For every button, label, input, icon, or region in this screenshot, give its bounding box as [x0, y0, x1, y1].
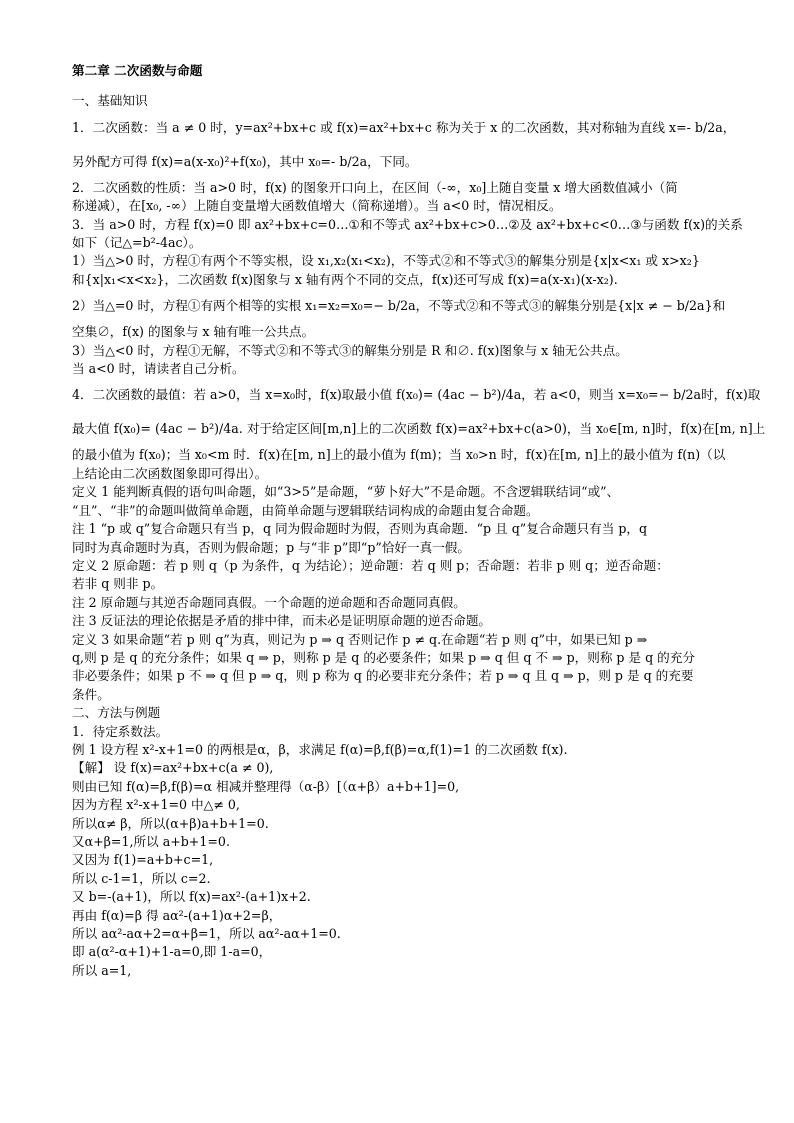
text-line: 例 1 设方程 x²-x+1=0 的两根是α，β，求满足 f(α)=β,f(β)=α,f(1)=1 的二次函数 f(x).	[72, 741, 568, 757]
text-line: 2）当△=0 时，方程①有两个相等的实根 x₁=x₂=x₀=− b/2a，不等式②和不等式③的解集分别是{x|x ≠ − b/2a}和	[72, 298, 726, 314]
text-line: 非必要条件；如果 p 不 ⇒ q 但 p ⇒ q，则 p 称为 q 的必要非充分条件；若 p ⇒ q 且 q ⇒ p，则 p 是 q 的充要	[72, 668, 694, 684]
text-line: 1）当△>0 时，方程①有两个不等实根，设 x₁,x₂(x₁<x₂)，不等式②和不等式③的解集分别是{x|x<x₁ 或 x>x₂}	[72, 253, 700, 269]
text-line: 所以 a=1,	[72, 962, 132, 978]
text-line: 的最小值为 f(x₀)；当 x₀<m 时．f(x)在[m, n]上的最小值为 f(m)；当 x₀>n 时，f(x)在[m, n]上的最小值为 f(n)（以	[72, 447, 726, 463]
text-line: 定义 2 原命题：若 p 则 q（p 为条件，q 为结论）；逆命题：若 q 则 p；否命题：若非 p 则 q；逆否命题：	[72, 557, 669, 573]
text-line: 二、方法与例题	[72, 705, 161, 721]
text-line: 1．待定系数法。	[72, 723, 169, 739]
chapter-title: 第二章 二次函数与命题	[72, 63, 203, 78]
text-line: 上结论由二次函数图象即可得出）。	[72, 465, 268, 481]
text-line: 3）当△<0 时，方程①无解，不等式②和不等式③的解集分别是 R 和∅. f(x)图象与 x 轴无公共点。	[72, 342, 628, 358]
text-line: 称递减），在[x₀, -∞）上随自变量增大函数值增大（简称递增）。当 a<0 时，情况相反。	[72, 198, 562, 214]
text-line: 1．二次函数：当 a ≠ 0 时，y=ax²+bx+c 或 f(x)=ax²+bx+c 称为关于 x 的二次函数，其对称轴为直线 x=- b/2a，	[72, 119, 736, 135]
text-line: 又因为 f(1)=a+b+c=1,	[72, 852, 214, 868]
text-line: 则由已知 f(α)=β,f(β)=α 相减并整理得（α-β）[（α+β）a+b+1]=0,	[72, 778, 460, 794]
text-line: 同时为真命题时为真，否则为假命题；p 与“非 p”即“p”恰好一真一假。	[72, 539, 470, 555]
text-line: 最大值 f(x₀)= (4ac − b²)/4a. 对于给定区间[m,n]上的二次函数 f(x)=ax²+bx+c(a>0)，当 x₀∈[m, n]时，f(x)在[m, n]上	[72, 421, 766, 437]
text-line: 注 2 原命题与其逆否命题同真假。一个命题的逆命题和否命题同真假。	[72, 594, 466, 610]
text-line: 2．二次函数的性质：当 a>0 时，f(x) 的图象开口向上，在区间（-∞，x₀]上随自变量 x 增大函数值减小（简	[72, 179, 678, 195]
text-line: “且”、“非”的命题叫做简单命题，由简单命题与逻辑联结词构成的命题由复合命题。	[72, 502, 539, 518]
text-line: 注 1 “p 或 q”复合命题只有当 p，q 同为假命题时为假，否则为真命题．“p 且 q”复合命题只有当 p，q	[72, 521, 648, 537]
text-line: 所以α≠ β，所以(α+β)a+b+1=0.	[72, 815, 269, 831]
text-line: 又 b=-(a+1)，所以 f(x)=ax²-(a+1)x+2.	[72, 889, 311, 905]
text-line: 因为方程 x²-x+1=0 中△≠ 0,	[72, 797, 240, 813]
text-line: 和{x|x₁<x<x₂}，二次函数 f(x)图象与 x 轴有两个不同的交点，f(x)还可写成 f(x)=a(x-x₁)(x-x₂).	[72, 271, 618, 287]
text-line: 一、基础知识	[72, 93, 148, 109]
document-body	[72, 62, 766, 980]
text-line: 又α+β=1,所以 a+b+1=0.	[72, 834, 230, 849]
text-line: 再由 f(α)=β 得 aα²-(a+1)α+2=β，	[72, 907, 282, 923]
text-line: 定义 3 如果命题“若 p 则 q”为真，则记为 p ⇒ q 否则记作 p ≠ q.在命题“若 p 则 q”中，如果已知 p ⇒	[72, 631, 648, 647]
text-line: 条件。	[72, 686, 110, 702]
text-line: 另外配方可得 f(x)=a(x-x₀)²+f(x₀)，其中 x₀=- b/2a，下同。	[72, 153, 418, 169]
text-line: 【解】 设 f(x)=ax²+bx+c(a ≠ 0),	[72, 760, 274, 776]
text-line: 若非 q 则非 p。	[72, 576, 164, 592]
text-line: 4．二次函数的最值：若 a>0，当 x=x₀时，f(x)取最小值 f(x₀)= (4ac − b²)/4a，若 a<0，则当 x=x₀=− b/2a时，f(x)取	[72, 387, 761, 403]
text-line: 定义 1 能判断真假的语句叫命题，如“3>5”是命题，“萝卜好大”不是命题。不含逻辑联结词“或”、	[72, 484, 620, 500]
text-line: 所以 c-1=1，所以 c=2.	[72, 870, 211, 886]
text-line: 3．当 a>0 时，方程 f(x)=0 即 ax²+bx+c=0…①和不等式 ax²+bx+c>0…②及 ax²+bx+c<0…③与函数 f(x)的关系	[72, 216, 743, 232]
text-line: 当 a<0 时，请读者自己分析。	[72, 361, 245, 377]
text-line: 所以 aα²-aα+2=α+β=1，所以 aα²-aα+1=0.	[72, 926, 341, 942]
text-line: 空集∅，f(x) 的图象与 x 轴有唯一公共点。	[72, 324, 315, 340]
text-line: 注 3 反证法的理论依据是矛盾的排中律，而未必是证明原命题的逆否命题。	[72, 613, 492, 629]
text-line: q,则 p 是 q 的充分条件；如果 q ⇒ p，则称 p 是 q 的必要条件；如果 p ⇒ q 但 q 不 ⇒ p，则称 p 是 q 的充分	[72, 649, 695, 665]
text-lines	[72, 92, 766, 980]
text-line: 如下（记△=b²-4ac）。	[72, 235, 202, 251]
text-line: 即 a(α²-α+1)+1-a=0,即 1-a=0，	[72, 944, 272, 960]
